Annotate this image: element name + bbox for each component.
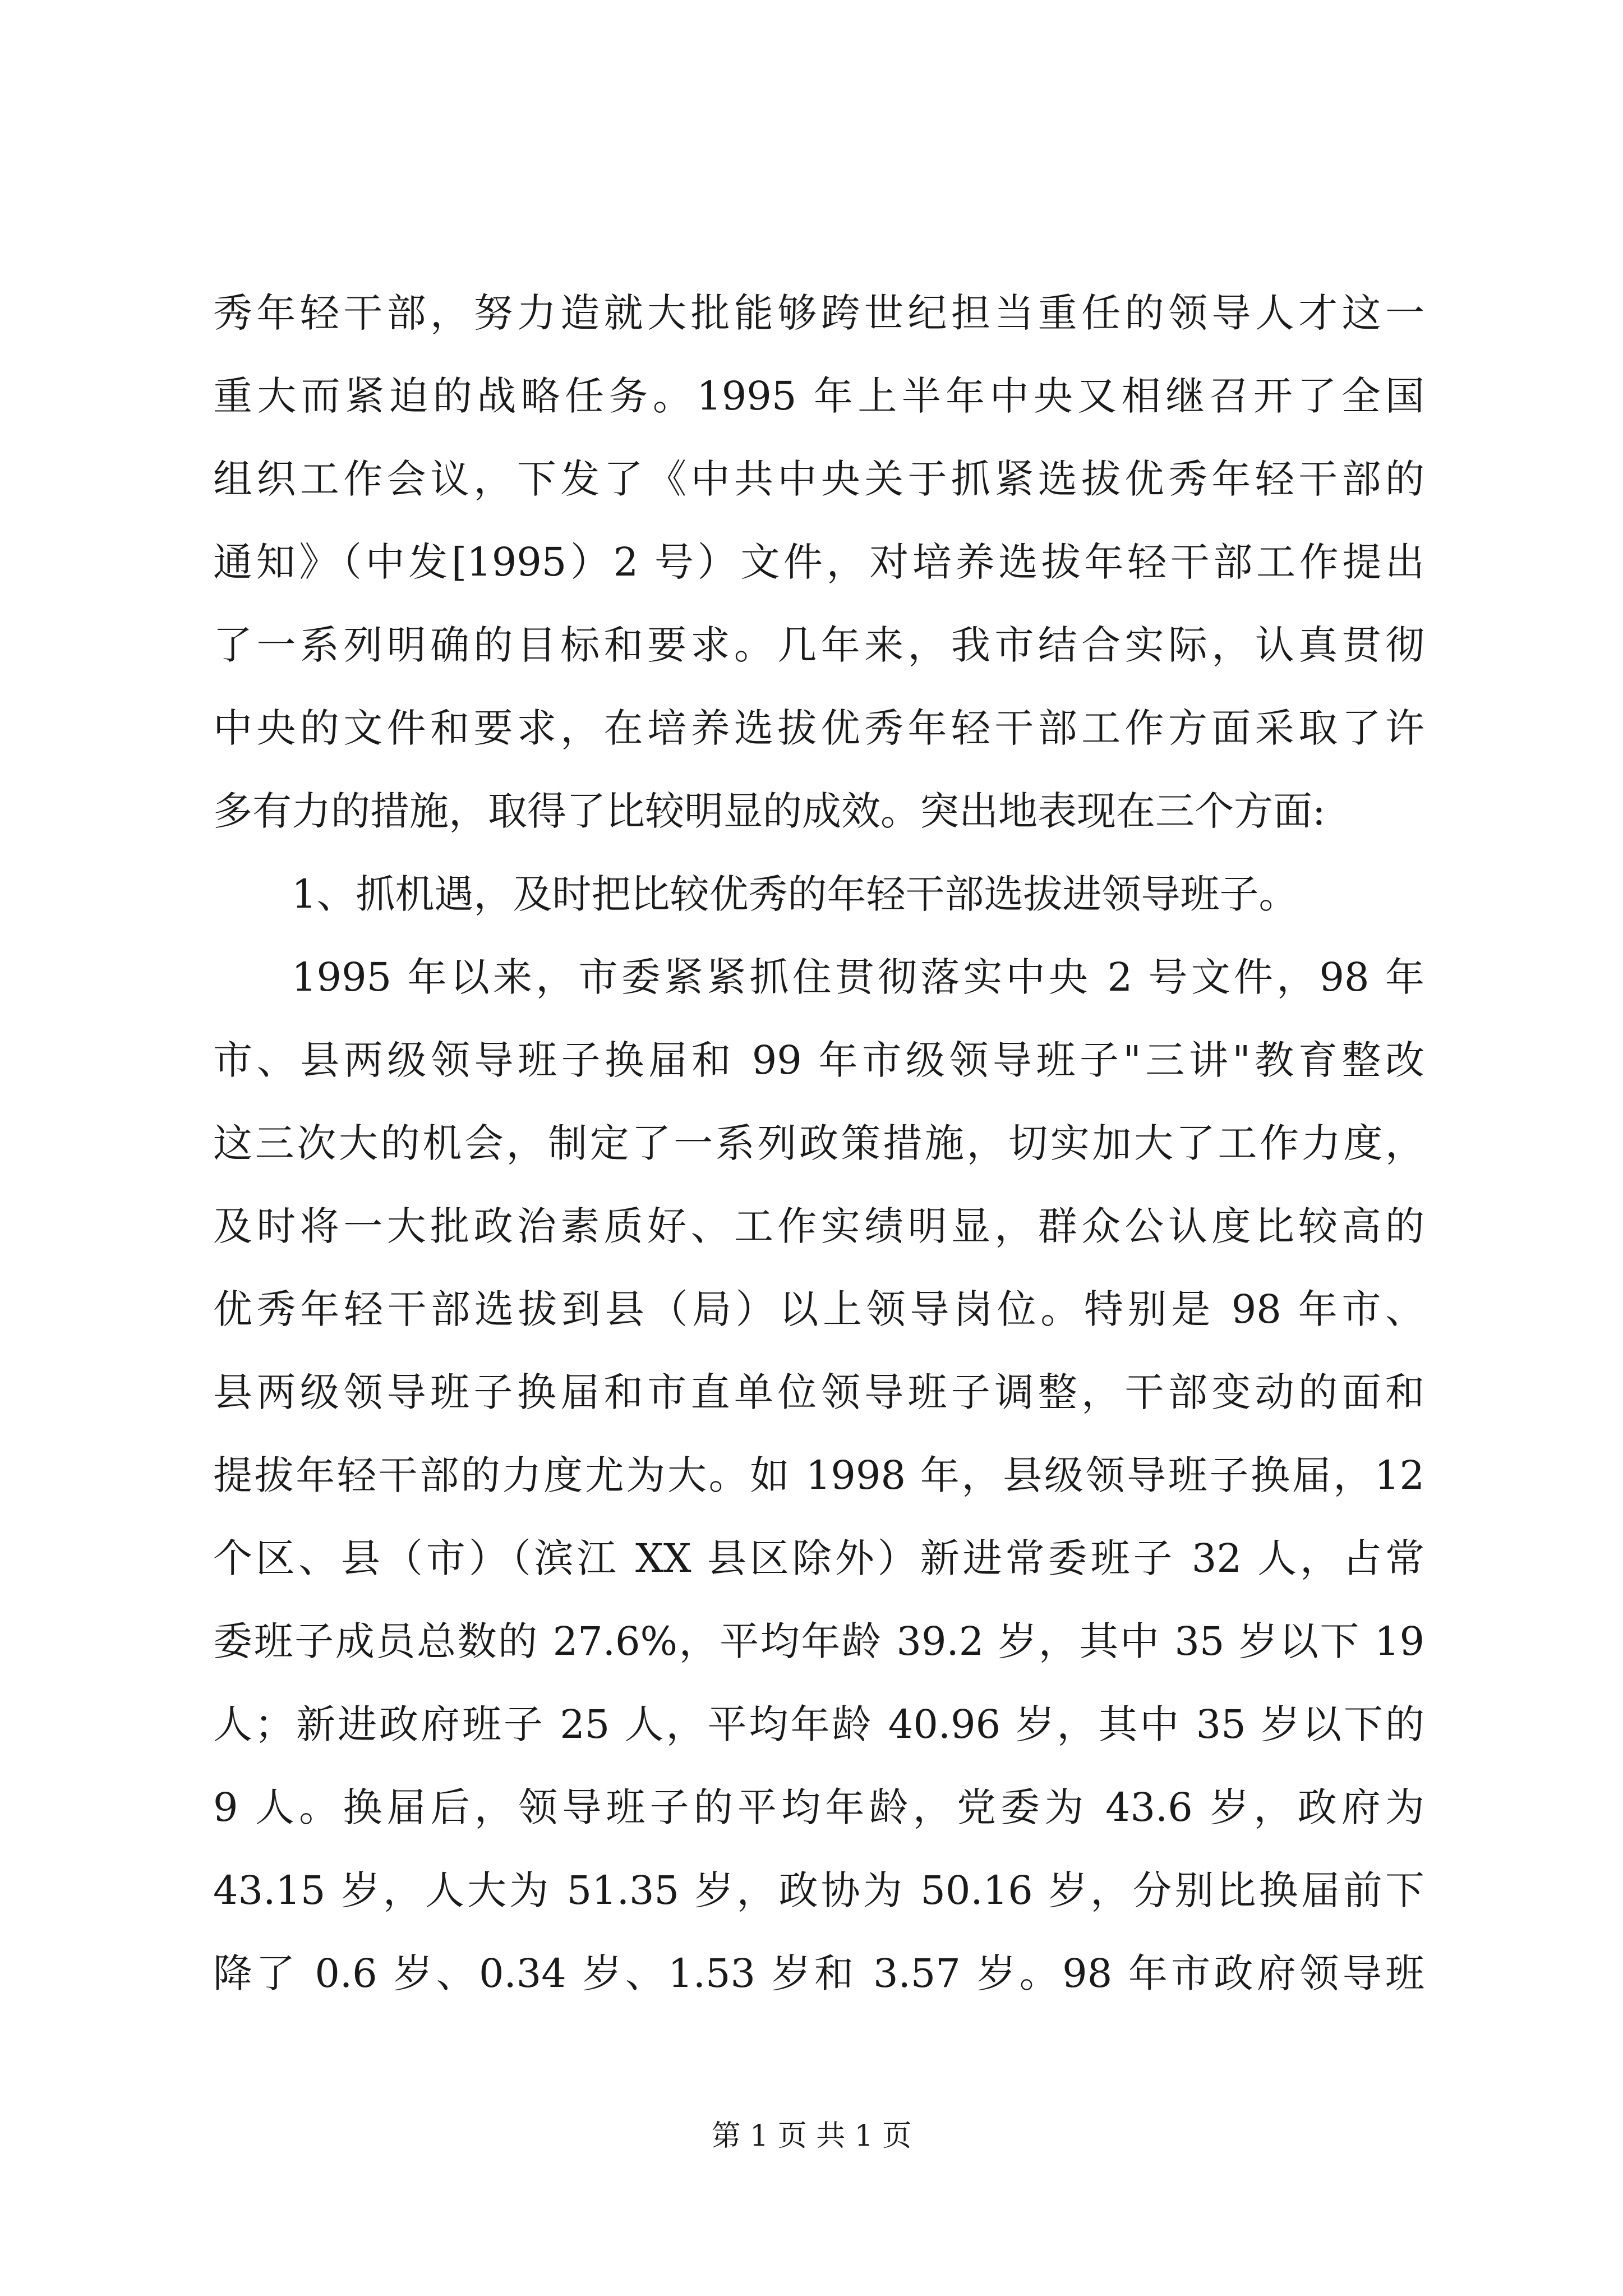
text-line: 个区、县（市）（滨江 XX 县区除外）新进常委班子 32 人，占常	[213, 1535, 1424, 1581]
page-footer	[0, 2114, 1623, 2159]
text-line: 重大而紧迫的战略任务。1995 年上半年中央又相继召开了全国	[213, 373, 1424, 419]
text-line: 及时将一大批政治素质好、工作实绩明显，群众公认度比较高的	[213, 1203, 1424, 1249]
text-line: 中央的文件和要求，在培养选拔优秀年轻干部工作方面采取了许	[213, 705, 1424, 751]
text-line: 提拔年轻干部的力度尤为大。如 1998 年，县级领导班子换届，12	[213, 1452, 1424, 1498]
text-line: 市、县两级领导班子换届和 99 年市级领导班子"三讲"教育整改	[213, 1037, 1424, 1083]
text-line: 这三次大的机会，制定了一系列政策措施，切实加大了工作力度，	[213, 1120, 1424, 1166]
text-line: 9 人。换届后，领导班子的平均年龄，党委为 43.6 岁，政府为	[213, 1784, 1424, 1830]
text-line: 多有力的措施，取得了比较明显的成效。突出地表现在三个方面:	[213, 788, 1326, 834]
text-line: 优秀年轻干部选拔到县（局）以上领导岗位。特别是 98 年市、	[213, 1286, 1424, 1332]
text-line: 县两级领导班子换届和市直单位领导班子调整，干部变动的面和	[213, 1369, 1424, 1415]
text-line: 秀年轻干部，努力造就大批能够跨世纪担当重任的领导人才这一	[213, 290, 1424, 336]
text-line: 1995 年以来，市委紧紧抓住贯彻落实中央 2 号文件，98 年	[292, 954, 1424, 1000]
text-line: 人；新进政府班子 25 人，平均年龄 40.96 岁，其中 35 岁以下的	[213, 1701, 1424, 1747]
text-line: 了一系列明确的目标和要求。几年来，我市结合实际，认真贯彻	[213, 622, 1424, 668]
text-line: 43.15 岁，人大为 51.35 岁，政协为 50.16 岁，分别比换届前下	[213, 1867, 1424, 1913]
text-line: 组织工作会议，下发了《中共中央关于抓紧选拔优秀年轻干部的	[213, 456, 1424, 502]
section-heading: 1、抓机遇，及时把比较优秀的年轻干部选拔进领导班子。	[292, 871, 1298, 917]
text-line: 委班子成员总数的 27.6%，平均年龄 39.2 岁，其中 35 岁以下 19	[213, 1618, 1424, 1664]
body-text	[213, 272, 1424, 2015]
text-line: 降了 0.6 岁、0.34 岁、1.53 岁和 3.57 岁。98 年市政府领导班	[213, 1950, 1424, 1996]
page-number: 第 1 页 共 1 页	[711, 2119, 912, 2153]
text-line: 通知》（中发[1995）2 号）文件，对培养选拔年轻干部工作提出	[213, 539, 1424, 585]
